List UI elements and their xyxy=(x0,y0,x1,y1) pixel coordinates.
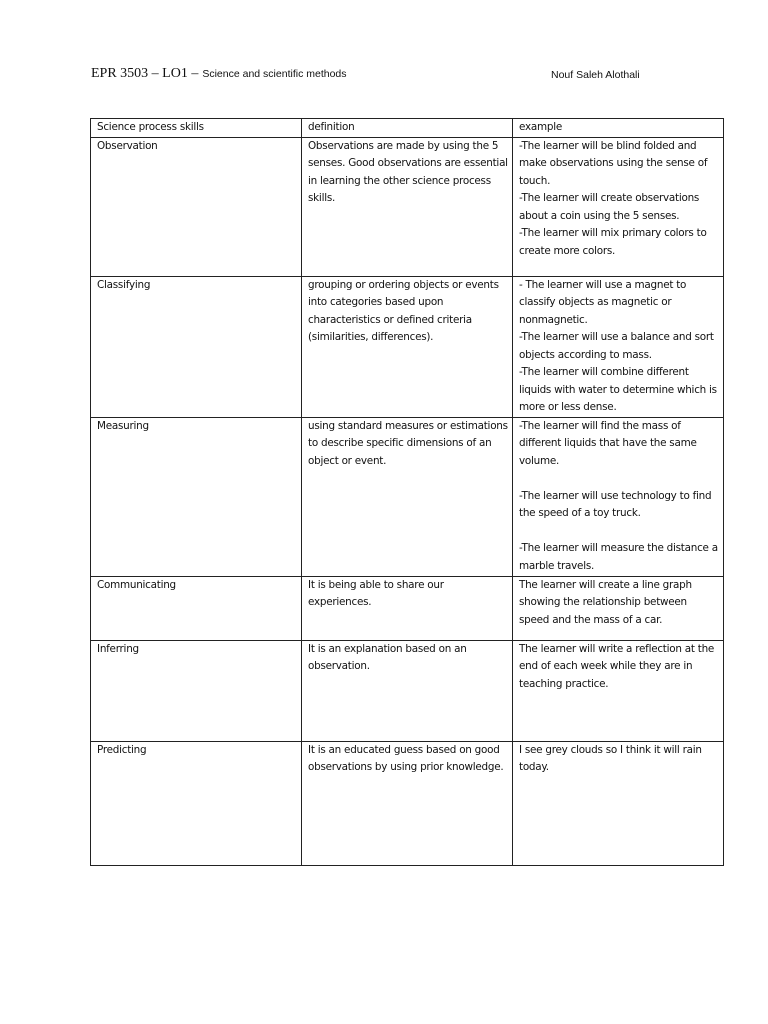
science-process-skills-table xyxy=(90,118,724,866)
definition-text: It is an educated guess based on good observations by using prior knowledge. xyxy=(308,743,504,773)
definition-cell xyxy=(302,741,513,865)
example-text: -The learner will measure the distance a marble travels. xyxy=(519,542,718,572)
skill-cell xyxy=(91,137,302,276)
example-cell xyxy=(513,276,724,417)
table-row xyxy=(91,741,724,865)
definition-text: It is an explanation based on an observation. xyxy=(308,642,467,672)
example-spacer xyxy=(519,470,719,488)
example-cell xyxy=(513,417,724,576)
example-text: The learner will create a line graph showing the relationship between speed and the mass of a car. xyxy=(519,578,692,626)
definition-text: using standard measures or estimations to describe specific dimensions of an object or event. xyxy=(308,419,508,467)
definition-text: grouping or ordering objects or events into categories based upon characteristics or defined criteria (similarities, differences). xyxy=(308,278,499,343)
table-row xyxy=(91,137,724,276)
skill-cell xyxy=(91,741,302,865)
table-header-row xyxy=(91,119,724,138)
skill-name: Observation xyxy=(97,139,158,152)
column-header-definition: definition xyxy=(302,119,513,138)
example-spacer xyxy=(519,523,719,541)
example-text: -The learner will create observations about a coin using the 5 senses. xyxy=(519,192,700,222)
table-row xyxy=(91,417,724,576)
skill-name: Measuring xyxy=(97,419,149,432)
definition-cell xyxy=(302,640,513,741)
definition-text: Observations are made by using the 5 senses. Good observations are essential in learning the other science process skills. xyxy=(308,139,508,204)
example-cell xyxy=(513,741,724,865)
table-row xyxy=(91,576,724,640)
definition-text: It is being able to share our experiences. xyxy=(308,578,444,608)
example-cell xyxy=(513,576,724,640)
example-text: - The learner will use a magnet to classify objects as magnetic or nonmagnetic. xyxy=(519,278,687,326)
course-title: Science and scientific methods xyxy=(202,68,347,80)
skill-name: Communicating xyxy=(97,578,176,591)
example-text: -The learner will find the mass of different liquids that have the same volume. xyxy=(519,419,697,467)
skill-name: Classifying xyxy=(97,278,151,291)
table-row xyxy=(91,276,724,417)
example-cell xyxy=(513,137,724,276)
example-text: -The learner will mix primary colors to create more colors. xyxy=(519,227,707,257)
course-heading xyxy=(91,64,347,84)
course-code: EPR 3503 – LO1 – xyxy=(91,66,199,81)
skill-cell xyxy=(91,576,302,640)
skill-cell xyxy=(91,276,302,417)
skill-cell xyxy=(91,640,302,741)
skill-cell xyxy=(91,417,302,576)
column-header-example: example xyxy=(513,119,724,138)
example-text: I see grey clouds so I think it will rain today. xyxy=(519,743,702,773)
example-text: The learner will write a reflection at the end of each week while they are in teaching practice. xyxy=(519,642,715,690)
skill-name: Inferring xyxy=(97,642,139,655)
example-text: -The learner will use a balance and sort objects according to mass. xyxy=(519,331,714,361)
example-text: -The learner will use technology to find the speed of a toy truck. xyxy=(519,489,712,519)
definition-cell xyxy=(302,276,513,417)
example-text: -The learner will combine different liquids with water to determine which is more or less dense. xyxy=(519,366,717,413)
table-row xyxy=(91,640,724,741)
author-name: Nouf Saleh Alothali xyxy=(551,69,640,81)
definition-cell xyxy=(302,137,513,276)
column-header-skill: Science process skills xyxy=(91,119,302,138)
example-text: -The learner will be blind folded and make observations using the sense of touch. xyxy=(519,139,708,187)
definition-cell xyxy=(302,417,513,576)
example-cell xyxy=(513,640,724,741)
skill-name: Predicting xyxy=(97,743,147,756)
document-header xyxy=(91,64,723,86)
definition-cell xyxy=(302,576,513,640)
